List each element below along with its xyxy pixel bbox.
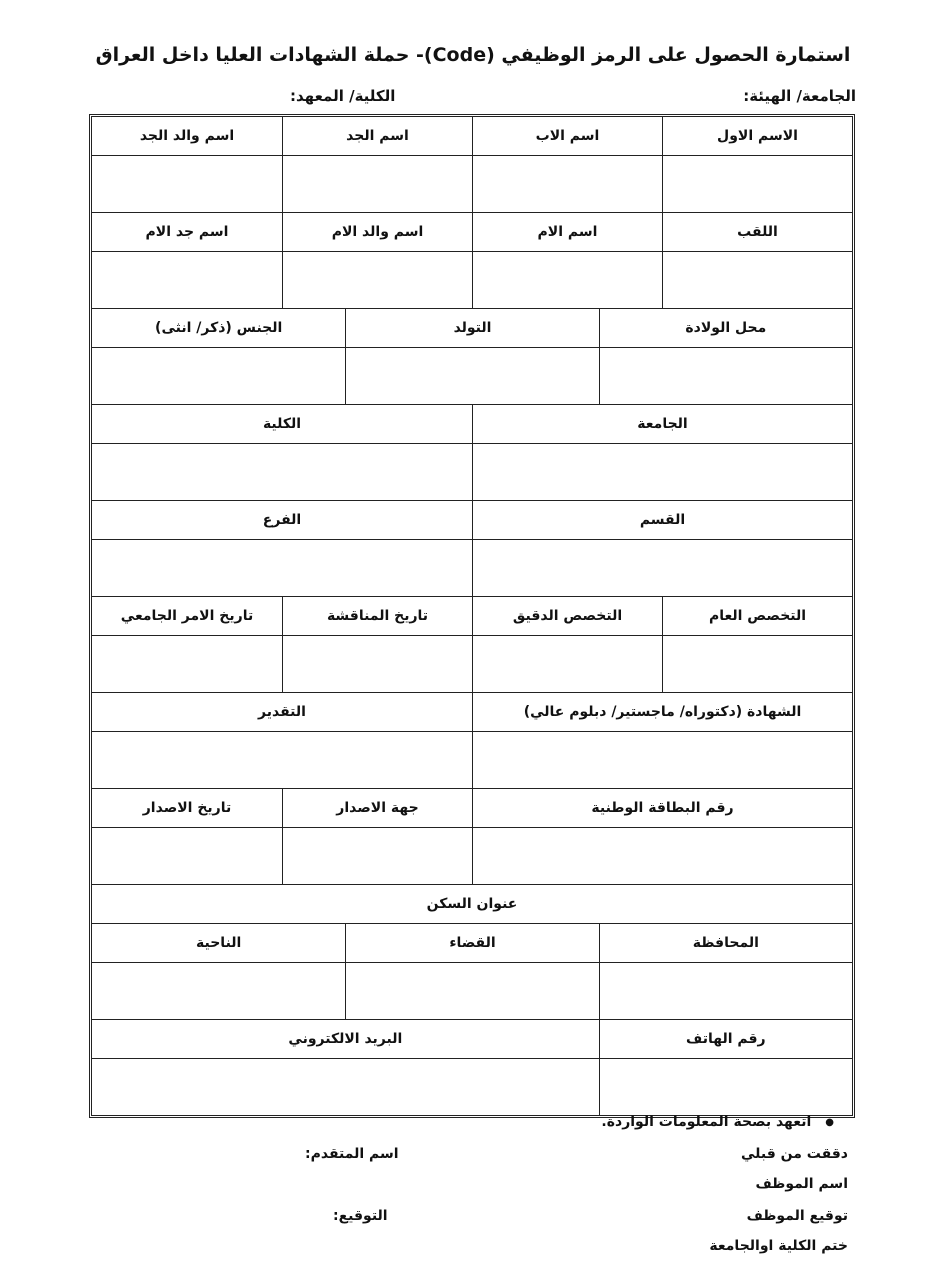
table-row	[92, 443, 852, 500]
grandfather-name-field[interactable]	[282, 156, 472, 212]
grade-label: التقدير	[258, 704, 306, 720]
mother-grandfather-name-field[interactable]	[92, 252, 282, 308]
governorate-label: المحافظة	[599, 924, 852, 962]
table-row	[92, 347, 852, 404]
father-name-label: اسم الاب	[472, 117, 662, 155]
table-row	[92, 731, 852, 788]
birth-date-field[interactable]	[345, 348, 598, 404]
branch-label: الفرع	[262, 512, 302, 528]
gender-field[interactable]	[92, 348, 345, 404]
pledge-statement: ● اتعهد بصحة المعلومات الواردة.	[601, 1114, 834, 1130]
university-order-date-label: تاريخ الامر الجامعي	[120, 608, 254, 624]
table-row	[92, 539, 852, 596]
father-name-field[interactable]	[472, 156, 662, 212]
table-row	[92, 500, 852, 539]
email-label: البريد الالكتروني	[288, 1031, 403, 1047]
mother-father-name-field[interactable]	[282, 252, 472, 308]
table-row	[92, 308, 852, 347]
table-row	[92, 596, 852, 635]
degree-field[interactable]	[472, 732, 852, 788]
checked-by-label: دققت من قبلي	[740, 1146, 848, 1162]
birth-date-label: التولد	[345, 309, 598, 347]
precise-specialization-field[interactable]	[472, 636, 662, 692]
surname-field[interactable]	[662, 252, 852, 308]
signature-label: التوقيع:	[333, 1208, 388, 1224]
applicant-name-label: اسم المتقدم:	[305, 1146, 399, 1162]
application-form-table	[89, 114, 855, 1118]
national-id-label: رقم البطاقة الوطنية	[472, 789, 852, 827]
gender-label: الجنس (ذكر/ انثى)	[155, 320, 283, 336]
precise-specialization-label: التخصص الدقيق	[472, 597, 662, 635]
residence-address-label: عنوان السكن	[426, 896, 518, 912]
college-label: الكلية	[262, 416, 302, 432]
form-title: استمارة الحصول على الرمز الوظيفي (Code)- حملة الشهادات العليا داخل العراق	[95, 44, 851, 66]
table-row	[92, 404, 852, 443]
first-name-field[interactable]	[662, 156, 852, 212]
email-field[interactable]	[92, 1059, 599, 1115]
subdistrict-field[interactable]	[92, 963, 345, 1019]
stamp-label: ختم الكلية اوالجامعة	[709, 1238, 848, 1254]
grandfather-father-name-field[interactable]	[92, 156, 282, 212]
university-header-label: الجامعة/ الهيئة:	[743, 87, 856, 105]
mother-name-field[interactable]	[472, 252, 662, 308]
university-order-date-field[interactable]	[92, 636, 282, 692]
table-row	[92, 884, 852, 923]
table-row	[92, 251, 852, 308]
general-specialization-label: التخصص العام	[662, 597, 852, 635]
university-label: الجامعة	[472, 405, 852, 443]
college-header-label: الكلية/ المعهد:	[290, 87, 396, 105]
birthplace-field[interactable]	[599, 348, 852, 404]
degree-label: الشهادة (دكتوراه/ ماجستير/ دبلوم عالي)	[472, 693, 852, 731]
table-row	[92, 155, 852, 212]
district-field[interactable]	[345, 963, 598, 1019]
issuing-authority-label: جهة الاصدار	[282, 789, 472, 827]
branch-field[interactable]	[92, 540, 472, 596]
phone-label: رقم الهاتف	[599, 1020, 852, 1058]
table-row	[92, 212, 852, 251]
table-row	[92, 692, 852, 731]
discussion-date-field[interactable]	[282, 636, 472, 692]
department-field[interactable]	[472, 540, 852, 596]
mother-grandfather-name-label: اسم جد الام	[145, 224, 229, 240]
grade-field[interactable]	[92, 732, 472, 788]
table-row	[92, 635, 852, 692]
issue-date-field[interactable]	[92, 828, 282, 884]
mother-name-label: اسم الام	[472, 213, 662, 251]
first-name-label: الاسم الاول	[662, 117, 852, 155]
table-row	[92, 117, 852, 155]
governorate-field[interactable]	[599, 963, 852, 1019]
grandfather-name-label: اسم الجد	[282, 117, 472, 155]
employee-name-label: اسم الموظف	[755, 1176, 848, 1192]
issuing-authority-field[interactable]	[282, 828, 472, 884]
table-row	[92, 962, 852, 1019]
table-row	[92, 788, 852, 827]
district-label: القضاء	[345, 924, 598, 962]
phone-field[interactable]	[599, 1059, 852, 1115]
department-label: القسم	[472, 501, 852, 539]
issue-date-label: تاريخ الاصدار	[142, 800, 232, 816]
employee-signature-label: توقيع الموظف	[746, 1208, 848, 1224]
mother-father-name-label: اسم والد الام	[282, 213, 472, 251]
surname-label: اللقب	[662, 213, 852, 251]
grandfather-father-name-label: اسم والد الجد	[139, 128, 235, 144]
subdistrict-label: الناحية	[196, 935, 242, 951]
table-row	[92, 923, 852, 962]
national-id-field[interactable]	[472, 828, 852, 884]
table-row	[92, 827, 852, 884]
table-row	[92, 1019, 852, 1058]
university-field[interactable]	[472, 444, 852, 500]
general-specialization-field[interactable]	[662, 636, 852, 692]
discussion-date-label: تاريخ المناقشة	[282, 597, 472, 635]
table-row	[92, 1058, 852, 1115]
birthplace-label: محل الولادة	[599, 309, 852, 347]
college-field[interactable]	[92, 444, 472, 500]
